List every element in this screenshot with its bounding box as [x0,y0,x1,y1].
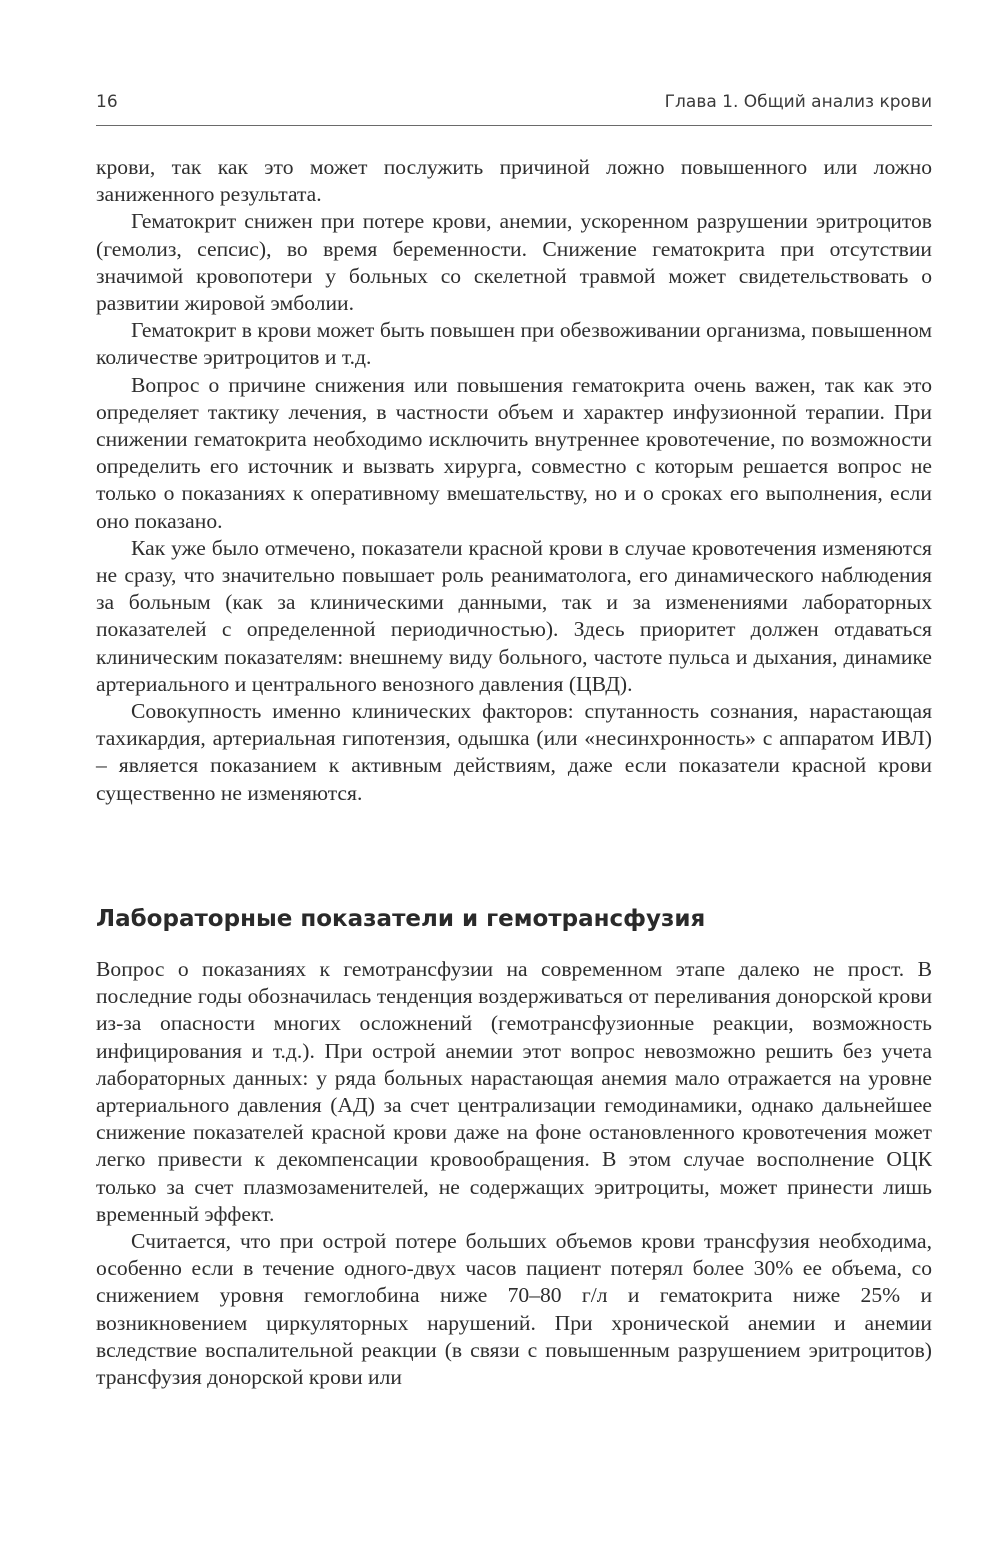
page-number: 16 [96,92,118,112]
paragraph: крови, так как это может послужить причиной ложно повышенного или ложно заниженного результата. [96,155,932,207]
paragraph: Как уже было отмечено, показатели красной крови в случае кровотечения изменяются не сразу, что значительно повышает роль реаниматолога, его динамического наблюдения за больным (как за клиническими данными, так и за изменениями лабораторных показателей с определенной периодичностью). Здесь приоритет должен отдаваться клиническим показателям: внешнему виду больного, частоте пульса и дыхания, динамике артериального и центрального венозного давления (ЦВД). [96,535,932,696]
body-text-top [96,154,932,807]
paragraph: Считается, что при острой потере больших объемов крови трансфузия необходима, особенно если в течение одного-двух часов пациент потерял более 30% ее объема, со снижением уровня гемоглобина ниже 70–80 г/л и гематокрита ниже 25% и возникновением циркуляторных нарушений. При хронической анемии и анемии вследствие воспалительной реакции (в связи с повышенным разрушением эритроцитов) трансфузия донорской крови или [96,1229,932,1390]
chapter-title: Глава 1. Общий анализ крови [664,92,932,112]
paragraph: Совокупность именно клинических факторов: спутанность сознания, нарастающая тахикардия, артериальная гипотензия, одышка (или «несинхронность» с аппаратом ИВЛ) – является показанием к активным действиям, даже если показатели красной крови существенно не изменяются. [96,699,932,805]
section-heading: Лабораторные показатели и гемотрансфузия [96,906,706,932]
body-text-section [96,956,932,1391]
paragraph: Гематокрит снижен при потере крови, анемии, ускоренном разрушении эритроцитов (гемолиз, сепсис), во время беременности. Снижение гематокрита при отсутствии значимой кровопотери у больных со скелетной травмой может свидетельствовать о развитии жировой эмболии. [96,209,932,316]
paragraph: Вопрос о причине снижения или повышения гематокрита очень важен, так как это определяет тактику лечения, в частности объем и характер инфузионной терапии. При снижении гематокрита необходимо исключить внутреннее кровотечение, по возможности определить его источник и вызвать хирурга, совместно с которым решается вопрос не только о показаниях к оперативному вмешательству, но и о сроках его выполнения, если оно показано. [96,372,932,533]
paragraph: Вопрос о показаниях к гемотрансфузии на современном этапе далеко не прост. В последние годы обозначилась тенденция воздерживаться от переливания донорской крови из-за опасности многих осложнений (гемотрансфузионные реакции, возможность инфицирования и т.д.). При острой анемии этот вопрос невозможно решить без учета лабораторных данных: у ряда больных нарастающая анемия мало отражается на уровне артериального давления (АД) за счет централизации гемодинамики, однако дальнейшее снижение показателей красной крови даже на фоне остановленного кровотечения может легко привести к декомпенсации кровообращения. В этом случае восполнение ОЦК только за счет плазмозаменителей, не содержащих эритроциты, может принести лишь временный эффект. [96,957,932,1226]
paragraph: Гематокрит в крови может быть повышен при обезвоживании организма, повышенном количестве эритроцитов и т.д. [96,318,932,370]
running-header [96,92,932,118]
header-divider [96,125,932,126]
